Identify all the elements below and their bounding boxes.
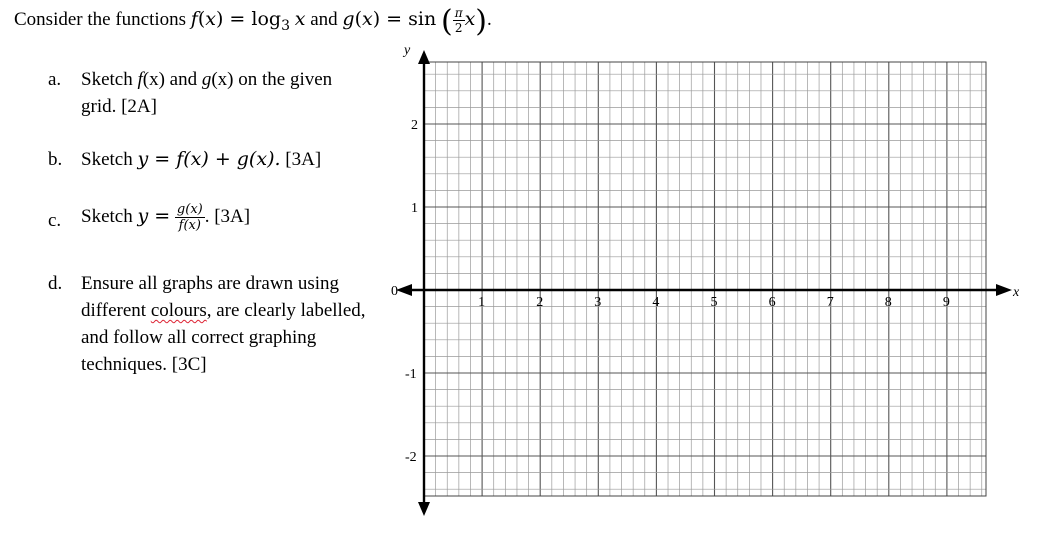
x-tick-label: 2 <box>536 295 544 310</box>
pi-over-two-fraction: $\frac{\pi}{2}$ <box>454 6 463 36</box>
x-variable: x <box>294 8 306 30</box>
x-tick-label: 9 <box>942 295 950 310</box>
x-tick-label: 7 <box>826 295 834 310</box>
x-tick-label: 4 <box>652 295 660 310</box>
y-axis-bottom-arrow <box>418 502 430 516</box>
y-tick-label: 2 <box>411 118 418 133</box>
x-axis-label: x <box>1013 285 1020 300</box>
x-tick-label: 8 <box>884 295 892 310</box>
problem-statement: Consider the functions $f(x) = \log_3 x$ and g(x) = sin ( $\frac{\pi}{2}$ x). <box>14 4 492 39</box>
grid-border <box>424 62 986 496</box>
x-tick-label: 5 <box>710 295 718 310</box>
grid-lines <box>424 62 986 496</box>
axes <box>396 50 1012 516</box>
x-tick-label: 6 <box>768 295 776 310</box>
quotient-fraction: $\frac{g(x)}{f(x)}$ <box>176 202 203 234</box>
y-tick-label: 1 <box>411 201 418 216</box>
x-axis-left-arrow <box>396 284 412 296</box>
y-axis-top-arrow <box>418 50 430 64</box>
spellcheck-flagged-word: colours <box>150 300 207 321</box>
x-tick-label: 1 <box>478 295 486 310</box>
y-tick-label: 0 <box>391 284 398 299</box>
y-tick-label: -1 <box>405 367 417 382</box>
y-axis-label: y <box>404 43 411 58</box>
y-tick-label: -2 <box>405 450 417 465</box>
tick-labels <box>391 43 1020 465</box>
x-tick-label: 3 <box>594 295 602 310</box>
x-axis-right-arrow <box>996 284 1012 296</box>
